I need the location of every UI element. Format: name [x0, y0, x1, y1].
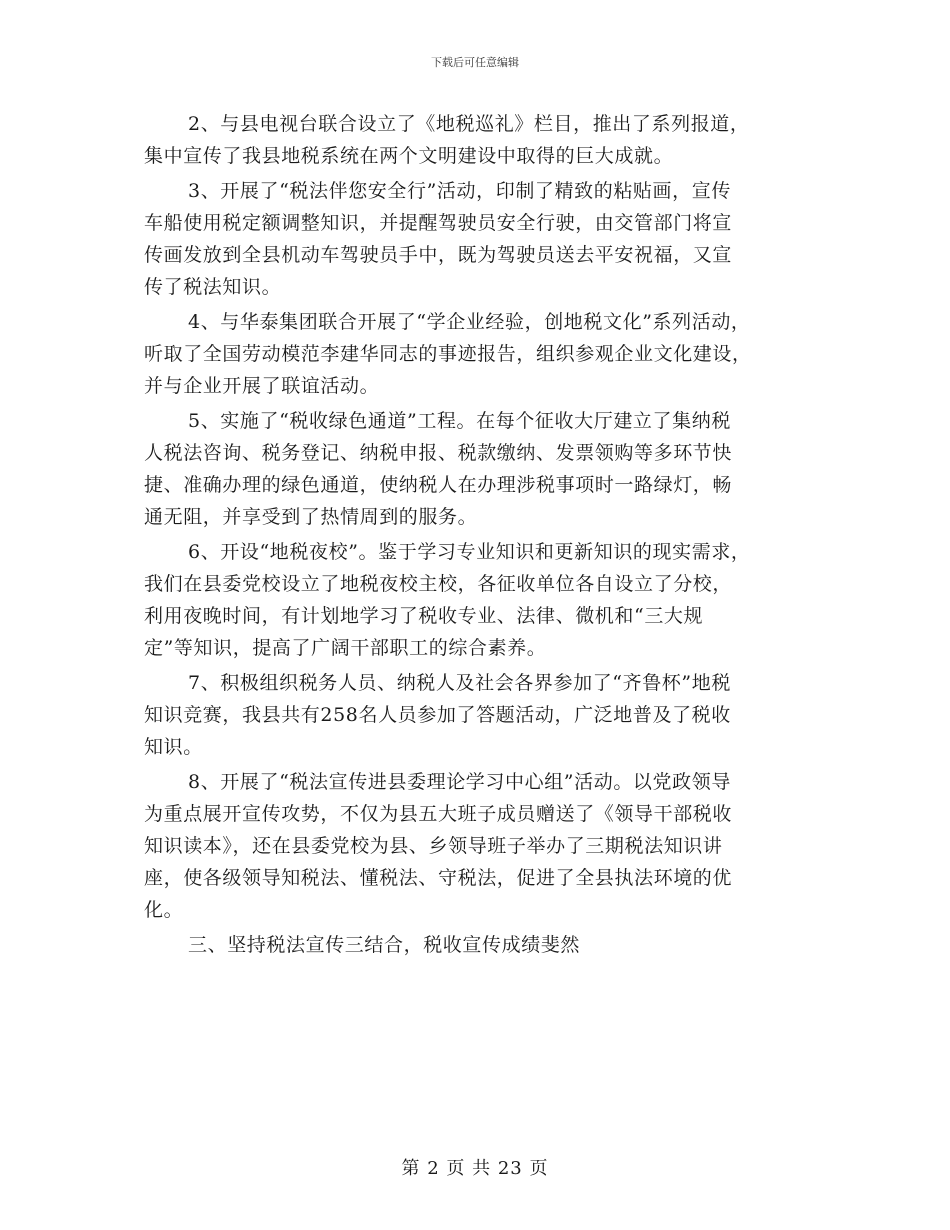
text-line: 2、与县电视台联合设立了《地税巡礼》栏目，推出了系列报道，: [188, 113, 750, 135]
paragraph-5: [144, 536, 814, 664]
text-line: 通无阻，并享受到了热情周到的服务。: [144, 506, 478, 528]
paragraph-6: [144, 667, 814, 763]
text-line: 4、与华泰集团联合开展了“学企业经验，创地税文化”系列活动，: [188, 311, 751, 333]
text-line: 利用夜晚时间，有计划地学习了税收专业、法律、微机和“三大规: [144, 605, 704, 627]
text-line: 传了税法知识。: [144, 276, 282, 298]
text-line: 并与企业开展了联谊活动。: [144, 375, 380, 397]
paragraph-4: [144, 405, 814, 533]
paragraph-3: [144, 306, 814, 402]
text-line: 5、实施了“税收绿色通道”工程。在每个征收大厅建立了集纳税: [188, 410, 731, 432]
text-line: 3、开展了“税法伴您安全行”活动，印制了精致的粘贴画，宣传: [188, 180, 731, 202]
text-line: 我们在县委党校设立了地税夜校主校，各征收单位各自设立了分校，: [144, 573, 733, 595]
text-line: 7、积极组织税务人员、纳税人及社会各界参加了“齐鲁杯”地税: [188, 672, 731, 694]
text-line: 定”等知识，提高了广阔干部职工的综合素养。: [144, 637, 547, 659]
section-heading: 三、坚持税法宣传三结合，税收宣传成绩斐然: [188, 934, 581, 956]
text-line: 6、开设“地税夜校”。鉴于学习专业知识和更新知识的现实需求，: [188, 541, 751, 563]
paragraph-7: [144, 766, 814, 926]
paragraph-1: [144, 108, 814, 172]
text-line: 知识。: [144, 736, 203, 758]
text-line: 人税法咨询、税务登记、纳税申报、税款缴纳、发票领购等多环节快: [144, 442, 733, 464]
text-line: 传画发放到全县机动车驾驶员手中，既为驾驶员送去平安祝福，又宣: [144, 244, 733, 266]
text-line: 化。: [144, 899, 184, 921]
text-line: 捷、准确办理的绿色通道，使纳税人在办理涉税事项时一路绿灯，畅: [144, 474, 733, 496]
paragraph-2: [144, 175, 814, 303]
text-line: 知识竞赛，我县共有258名人员参加了答题活动，广泛地普及了税收: [144, 704, 731, 726]
page-footer: 第 2 页 共 23 页: [401, 1158, 549, 1179]
document-body: [144, 108, 814, 961]
text-line: 8、开展了“税法宣传进县委理论学习中心组”活动。以党政领导: [188, 771, 731, 793]
page-header: 下载后可任意编辑: [431, 56, 519, 69]
text-line: 为重点展开宣传攻势，不仅为县五大班子成员赠送了《领导干部税收: [144, 803, 733, 825]
text-line: 知识读本》，还在县委党校为县、乡领导班子举办了三期税法知识讲: [144, 835, 723, 857]
text-line: 车船使用税定额调整知识，并提醒驾驶员安全行驶，由交管部门将宣: [144, 212, 733, 234]
text-line: 听取了全国劳动模范李建华同志的事迹报告，组织参观企业文化建设，: [144, 343, 752, 365]
text-line: 集中宣传了我县地税系统在两个文明建设中取得的巨大成就。: [144, 145, 674, 167]
text-line: 座，使各级领导知税法、懂税法、守税法，促进了全县执法环境的优: [144, 867, 733, 889]
